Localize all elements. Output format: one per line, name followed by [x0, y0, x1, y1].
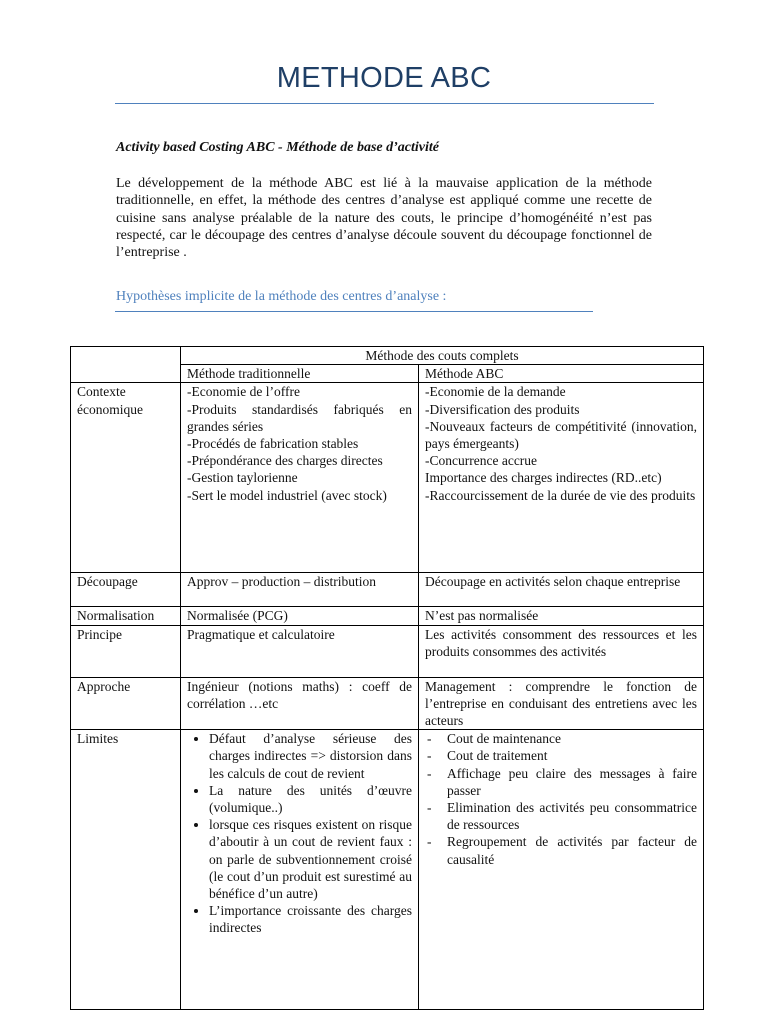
abc-cell [419, 677, 704, 730]
row-label-line: économique [77, 401, 143, 417]
intro-paragraph: Le développement de la méthode ABC est lié à la mauvaise application de la méthode traditionnelle, en effet, la méthode des centres d’analyse est appliqué comme une recette de cuisine sans analyse préalable de la nature des couts, le principe d’homogénéité n’est pas respecté, car le découpage des centres d’analyse découle souvent du découpage fonctionnel de l’entreprise . [116, 176, 652, 261]
hypotheses-underline [115, 311, 593, 312]
cell-line: -Procédés de fabrication stables [187, 436, 359, 452]
traditionnelle-cell [181, 607, 419, 625]
list-item: • Défaut d’analyse sérieuse des charges indirectes => distorsion dans les calculs de cout de revient [209, 730, 412, 782]
table-row [71, 625, 704, 677]
cell-line: -Sert le model industriel (avec stock) [187, 487, 387, 503]
cell-line: N’est pas normalisée [425, 608, 539, 624]
table-row [71, 573, 704, 607]
cell-line: -Gestion taylorienne [187, 470, 298, 486]
row-label-cell [71, 607, 181, 625]
list-item: • La nature des unités d’œuvre (volumique..) [209, 782, 412, 816]
list-item: • L’importance croissante des charges indirectes [209, 902, 412, 936]
limites-abc-cell [419, 730, 704, 1010]
cell-line: Pragmatique et calculatoire [187, 626, 335, 642]
row-label-cell [71, 625, 181, 677]
cell-line: -Concurrence accrue [425, 453, 538, 469]
abc-cell [419, 383, 704, 573]
page-title: METHODE ABC [276, 62, 492, 94]
col-header-abc: Méthode ABC [419, 365, 704, 383]
empty-corner-cell [71, 347, 181, 383]
traditionnelle-cell [181, 625, 419, 677]
cell-line: -Nouveaux facteurs de compétitivité (innovation, pays émergeants) [425, 418, 698, 452]
row-label-line: Principe [77, 626, 122, 642]
cell-line: -Economie de la demande [425, 384, 566, 400]
row-label-cell [71, 573, 181, 607]
subtitle: Activity based Costing ABC - Méthode de base d’activité [116, 140, 439, 155]
cell-line: Normalisée (PCG) [187, 608, 288, 624]
list-item: - Affichage peu claire des messages à faire passer [447, 765, 697, 799]
table-row [71, 607, 704, 625]
abc-cell [419, 573, 704, 607]
cell-line: -Produits standardisés fabriqués en grandes séries [187, 401, 412, 434]
table-row-limites [71, 730, 704, 1010]
row-label-cell [71, 677, 181, 730]
cell-line: Ingénieur (notions maths) : coeff de corrélation …etc [187, 678, 412, 711]
traditionnelle-cell [181, 383, 419, 573]
table-row [71, 677, 704, 730]
cell-line: Importance des charges indirectes (RD..etc) [425, 470, 662, 486]
hypotheses-heading: Hypothèses implicite de la méthode des centres d’analyse : [116, 289, 447, 304]
comparison-table [70, 346, 704, 1010]
cell-line: Découpage en activités selon chaque entreprise [425, 574, 681, 590]
dash-list [425, 730, 697, 868]
bullet-list [187, 730, 412, 936]
cell-line: -Diversification des produits [425, 401, 580, 417]
row-label-line: Approche [77, 678, 131, 694]
cell-line: Management : comprendre le fonction de l’entreprise en conduisant des entretiens avec les acteurs [425, 678, 698, 729]
cell-line: Approv – production – distribution [187, 574, 376, 590]
table-header-row [71, 347, 704, 365]
row-label-line: Contexte [77, 384, 126, 400]
row-label-line: Normalisation [77, 608, 155, 624]
limites-traditionnelle-cell [181, 730, 419, 1010]
row-label-line: Découpage [77, 574, 138, 590]
abc-cell [419, 625, 704, 677]
list-item: - Cout de traitement [447, 747, 697, 764]
table-row [71, 383, 704, 573]
list-item: - Elimination des activités peu consommatrice de ressources [447, 799, 697, 833]
abc-cell [419, 607, 704, 625]
traditionnelle-cell [181, 677, 419, 730]
row-label-cell [71, 383, 181, 573]
list-item: • lorsque ces risques existent on risque d’aboutir à un cout de revient faux : on parle de subventionnement croisé (le cout d’un produit est surestimé au bénéfice d’un autre) [209, 816, 412, 902]
cell-line: -Raccourcissement de la durée de vie des produits [425, 487, 696, 503]
cell-line: -Prépondérance des charges directes [187, 453, 383, 469]
list-item: - Regroupement de activités par facteur de causalité [447, 833, 697, 867]
traditionnelle-cell [181, 573, 419, 607]
group-header: Méthode des couts complets [181, 347, 704, 365]
col-header-traditionnelle: Méthode traditionnelle [181, 365, 419, 383]
title-underline [115, 103, 654, 104]
list-item: - Cout de maintenance [447, 730, 697, 747]
cell-line: Les activités consomment des ressources et les produits consommes des activités [425, 626, 698, 659]
row-label-cell: Limites [71, 730, 181, 1010]
cell-line: -Economie de l’offre [187, 384, 300, 400]
